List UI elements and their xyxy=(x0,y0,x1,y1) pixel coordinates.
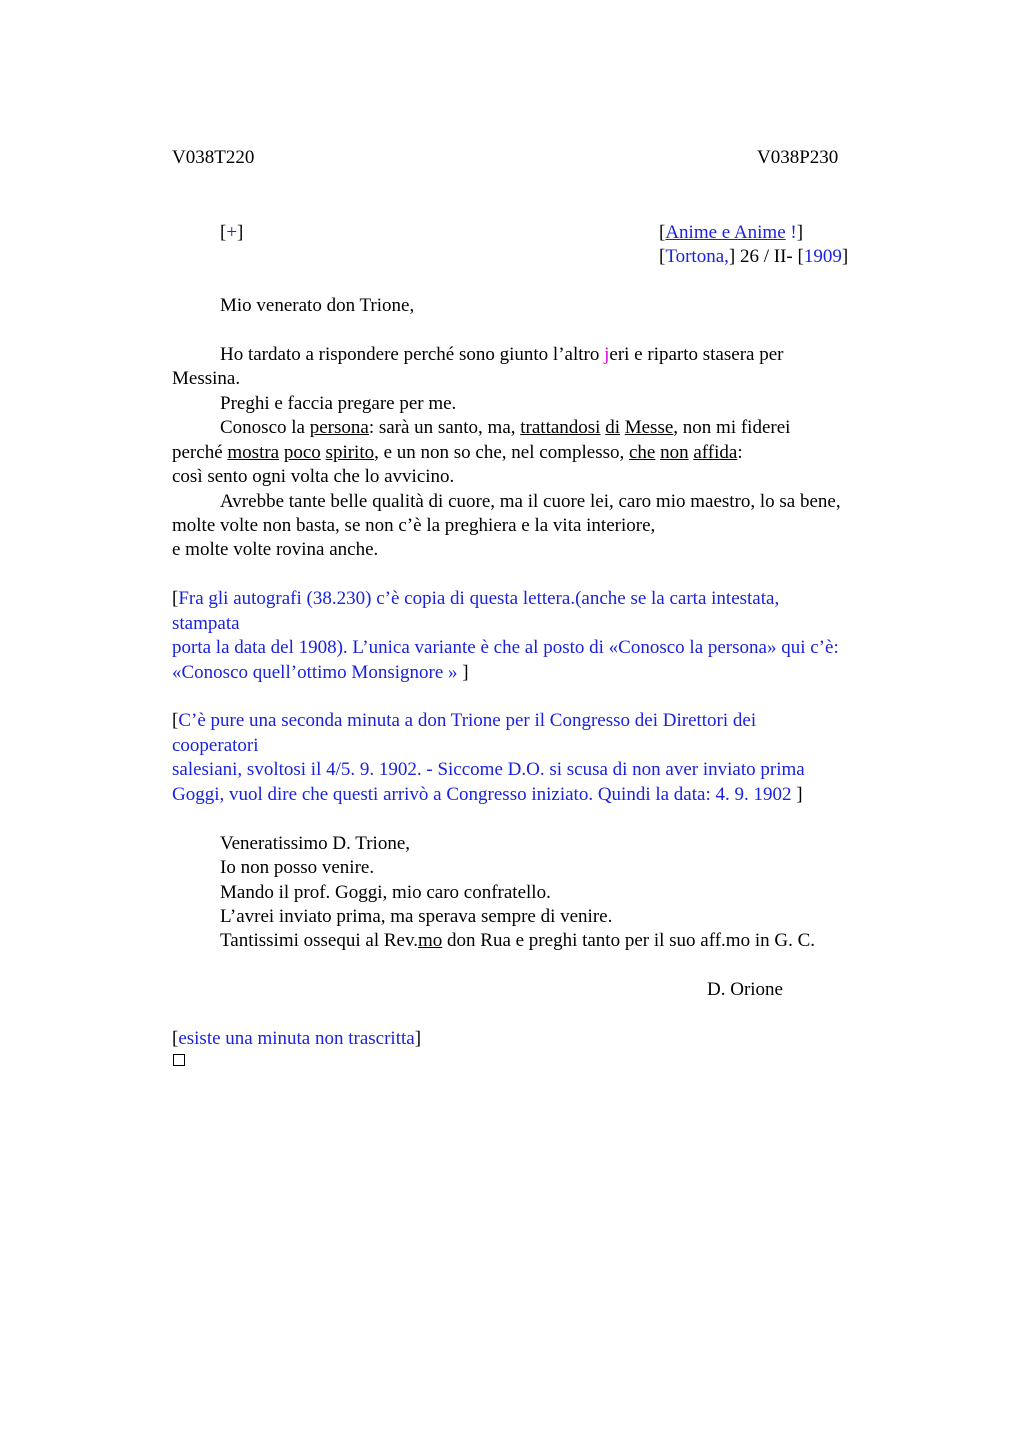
letter-2-line-2: Io non posso venire. xyxy=(220,857,375,878)
end-marker-box xyxy=(173,1054,185,1066)
paragraph-1-line-1: Ho tardato a rispondere perché sono giunto l’altro jeri e riparto stasera per xyxy=(220,344,784,365)
document-code-left: V038T220 xyxy=(172,147,255,168)
note-1-line-4: «Conosco quell’ottimo Monsignore » ] xyxy=(172,662,469,683)
paragraph-4-line-1: Avrebbe tante belle qualità di cuore, ma il cuore lei, caro mio maestro, lo sa bene, xyxy=(220,491,841,512)
note-3: [esiste una minuta non trascritta] xyxy=(172,1028,422,1049)
note-1-line-2: stampata xyxy=(172,613,240,634)
letter-2-line-4: L’avrei inviato prima, ma sperava sempre di venire. xyxy=(220,906,613,927)
cross-mark: [+] xyxy=(220,222,244,243)
paragraph-1-line-2: Messina. xyxy=(172,368,241,389)
note-1-line-3: porta la data del 1908). L’unica variante è che al posto di «Conosco la persona» qui c’è: xyxy=(172,637,839,658)
paragraph-3-line-2: perché mostra poco spirito, e un non so che, nel complesso, che non affida: xyxy=(172,442,743,463)
paragraph-4-line-3: e molte volte rovina anche. xyxy=(172,539,379,560)
note-2-line-4: Goggi, vuol dire che questi arrivò a Congresso iniziato. Quindi la data: 4. 9. 1902 ] xyxy=(172,784,803,805)
letter-2-line-3: Mando il prof. Goggi, mio caro confratello. xyxy=(220,882,551,903)
salutation: Mio venerato don Trione, xyxy=(220,295,415,316)
note-2-line-1: [C’è pure una seconda minuta a don Trione per il Congresso dei Direttori dei xyxy=(172,710,757,731)
note-1-line-1: [Fra gli autografi (38.230) c’è copia di questa lettera.(anche se la carta intestata, xyxy=(172,588,780,609)
letter-2-salutation: Veneratissimo D. Trione, xyxy=(220,833,410,854)
paragraph-3-line-1: Conosco la persona: sarà un santo, ma, trattandosi di Messe, non mi fiderei xyxy=(220,417,791,438)
signature: D. Orione xyxy=(707,979,783,1000)
letter-2-line-5: Tantissimi ossequi al Rev.mo don Rua e preghi tanto per il suo aff.mo in G. C. xyxy=(220,930,815,951)
paragraph-2: Preghi e faccia pregare per me. xyxy=(220,393,457,414)
document-code-right: V038P230 xyxy=(757,147,839,168)
paragraph-3-line-3: così sento ogni volta che lo avvicino. xyxy=(172,466,455,487)
note-2-line-3: salesiani, svoltosi il 4/5. 9. 1902. - Siccome D.O. si scusa di non aver inviato prima xyxy=(172,759,805,780)
letter-title: [Anime e Anime !] xyxy=(659,222,804,243)
title-link[interactable]: Anime e Anime xyxy=(665,222,786,243)
note-2-line-2: cooperatori xyxy=(172,735,259,756)
paragraph-4-line-2: molte volte non basta, se non c’è la preghiera e la vita interiore, xyxy=(172,515,656,536)
letter-date: [Tortona,] 26 / II- [1909] xyxy=(659,246,849,267)
